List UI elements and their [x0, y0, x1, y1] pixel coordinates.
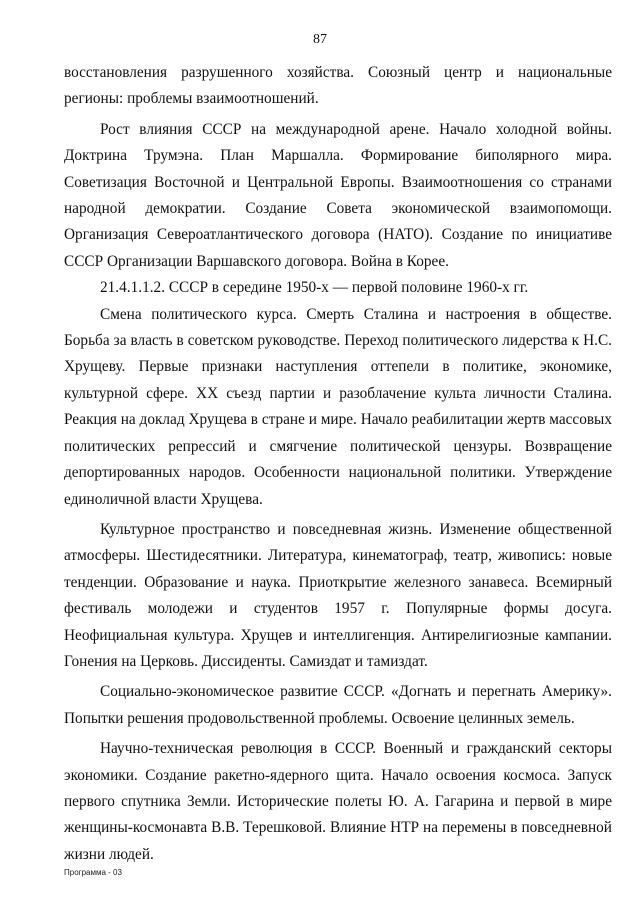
paragraph: Рост влияния СССР на международной арене. Начало холодной войны. Доктрина Трумэна. План Маршалла. Формирование биполярного мира. Советизация Восточной и Центральной Европы. Взаимоотношения со странами народной демократии. Создание Совета экономической взаимопомощи. Организация Североатлантического договора (НАТО). Создание по инициативе СССР Организации Варшавского договора. Война в Корее. — [64, 120, 612, 270]
paragraph: восстановления разрушенного хозяйства. Союзный центр и национальные регионы: проблемы взаимоотношений. — [64, 64, 612, 108]
page-number: 87 — [313, 32, 327, 47]
section-heading: 21.4.1.1.2. СССР в середине 1950-х — первой половине 1960-х гг. — [100, 279, 529, 297]
footer-label: Программа - 03 — [64, 868, 122, 877]
paragraph: Научно-техническая революция в СССР. Военный и гражданский секторы экономики. Создание ракетно-ядерного щита. Начало освоения космоса. Запуск первого спутника Земли. Исторические полеты Ю. А. Гагарина и первой в мире женщины-космонавта В.В. Терешковой. Влияние НТР на перемены в повседневной жизни людей. — [64, 740, 612, 863]
paragraph: Смена политического курса. Смерть Сталина и настроения в обществе. Борьба за власть в советском руководстве. Переход политического лидерства к Н.С. Хрущеву. Первые признаки наступления оттепели в политике, экономике, культурной сфере. XX съезд партии и разоблачение культа личности Сталина. Реакция на доклад Хрущева в стране и мире. Начало реабилитации жертв массовых политических репрессий и смягчение политической цензуры. Возвращение депортированных народов. Особенности национальной политики. Утверждение единоличной власти Хрущева. — [64, 305, 612, 508]
paragraph: Социально-экономическое развитие СССР. «Догнать и перегнать Америку». Попытки решения продовольственной проблемы. Освоение целинных земель. — [64, 683, 612, 727]
document-body — [64, 60, 612, 868]
paragraph: Культурное пространство и повседневная жизнь. Изменение общественной атмосферы. Шестидесятники. Литература, кинематограф, театр, живопись: новые тенденции. Образование и наука. Приоткрытие железного занавеса. Всемирный фестиваль молодежи и студентов 1957 г. Популярные формы досуга. Неофициальная культура. Хрущев и интеллигенция. Антирелигиозные кампании. Гонения на Церковь. Диссиденты. Самиздат и тамиздат. — [64, 520, 612, 670]
